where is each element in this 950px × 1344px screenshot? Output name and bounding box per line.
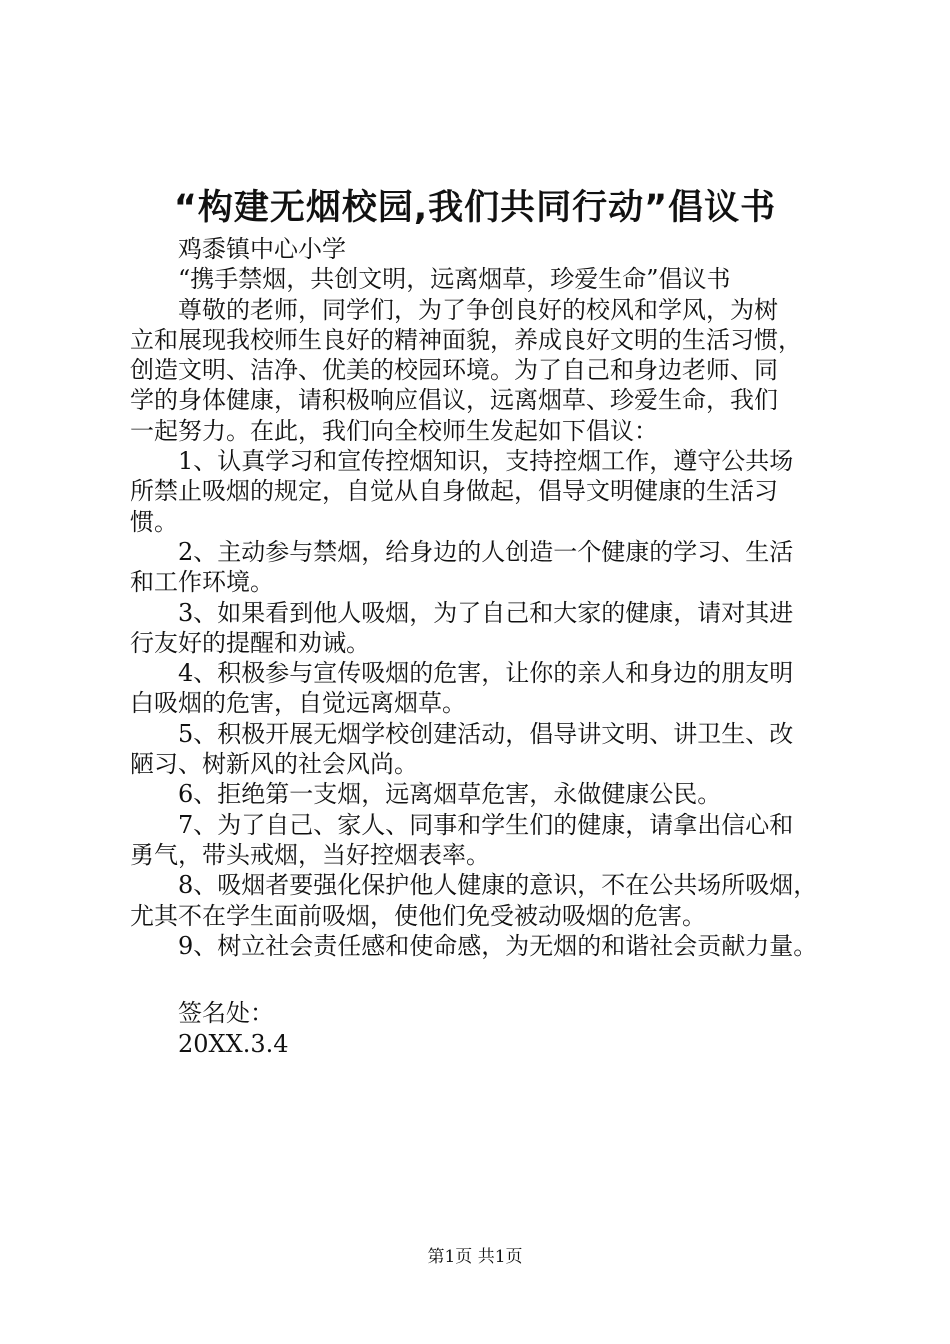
item-line: 1、认真学习和宣传控烟知识，支持控烟工作，遵守公共场 — [178, 447, 794, 476]
item-line: 白吸烟的危害，自觉远离烟草。 — [130, 689, 466, 718]
item-line: 尤其不在学生面前吸烟，使他们免受被动吸烟的危害。 — [130, 901, 706, 930]
item-line: 5、积极开展无烟学校创建活动，倡导讲文明、讲卫生、改 — [178, 719, 794, 748]
intro-line: 立和展现我校师生良好的精神面貌，养成良好文明的生活习惯， — [130, 325, 802, 354]
intro-line: 一起努力。在此，我们向全校师生发起如下倡议： — [130, 416, 658, 445]
item-line: 陋习、树新风的社会风尚。 — [130, 750, 418, 779]
intro-line: 创造文明、洁净、优美的校园环境。为了自己和身边老师、同 — [130, 356, 778, 385]
signature-label: 签名处： — [178, 999, 274, 1027]
item-line: 7、为了自己、家人、同事和学生们的健康，请拿出信心和 — [178, 810, 794, 839]
item-line: 和工作环境。 — [130, 568, 274, 597]
page-footer: 第1页 共1页 — [427, 1247, 523, 1267]
item-line: 3、如果看到他人吸烟，为了自己和大家的健康，请对其进 — [178, 598, 794, 627]
intro-line: 学的身体健康，请积极响应倡议，远离烟草、珍爱生命，我们 — [130, 386, 778, 415]
signature-date: 20XX.3.4 — [178, 1030, 289, 1058]
document-title: “构建无烟校园,我们共同行动”倡议书 — [173, 188, 777, 228]
item-line: 所禁止吸烟的规定，自觉从自身做起，倡导文明健康的生活习 — [130, 477, 778, 506]
intro-line: 尊敬的老师，同学们，为了争创良好的校风和学风，为树 — [178, 295, 778, 324]
item-line: 2、主动参与禁烟，给身边的人创造一个健康的学习、生活 — [178, 537, 794, 566]
item-line: 惯。 — [130, 507, 178, 536]
proposal-subtitle: “携手禁烟，共创文明，远离烟草，珍爱生命”倡议书 — [178, 265, 731, 294]
item-line: 6、拒绝第一支烟，远离烟草危害，永做健康公民。 — [178, 780, 722, 809]
signature-block — [178, 998, 289, 1060]
item-line: 行友好的提醒和劝诫。 — [130, 628, 370, 657]
item-line: 9、树立社会责任感和使命感，为无烟的和谐社会贡献力量。 — [178, 931, 818, 960]
school-name: 鸡黍镇中心小学 — [178, 235, 346, 263]
item-line: 勇气，带头戒烟，当好控烟表率。 — [130, 840, 490, 869]
item-line: 8、吸烟者要强化保护他人健康的意识，不在公共场所吸烟， — [178, 871, 818, 900]
item-line: 4、积极参与宣传吸烟的危害，让你的亲人和身边的朋友明 — [178, 659, 794, 688]
document-body — [130, 234, 845, 961]
